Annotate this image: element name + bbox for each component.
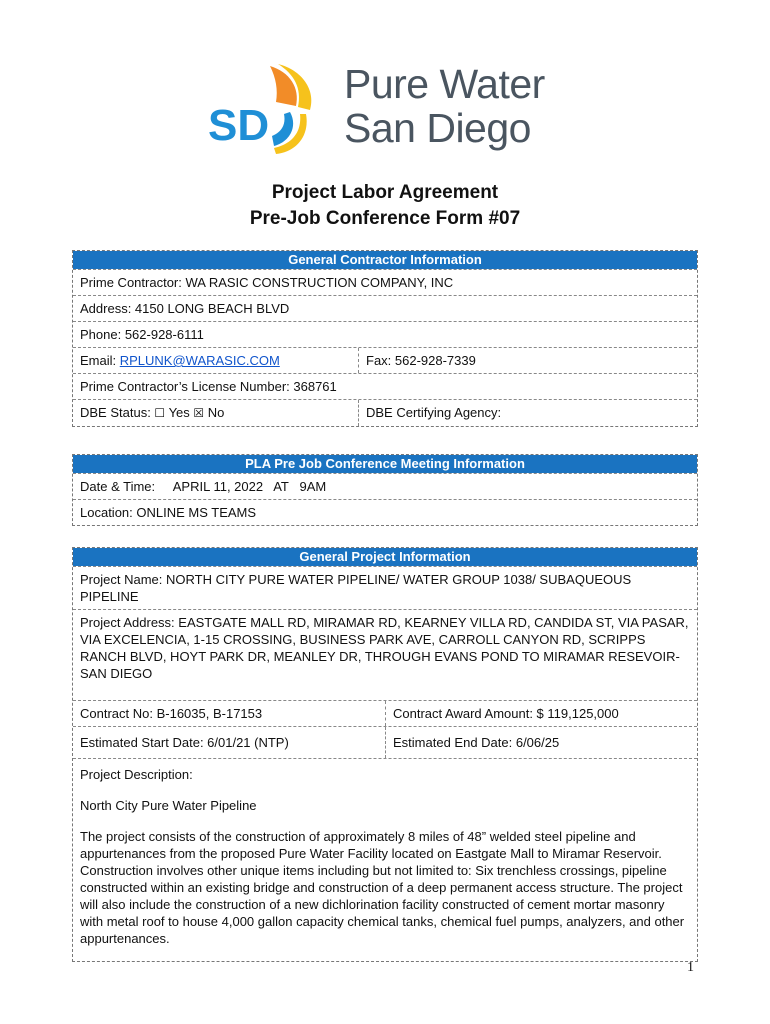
document-subtitle: Pre-Job Conference Form #07 xyxy=(249,208,521,229)
document-title: Project Labor Agreement xyxy=(271,182,499,203)
dbe-status xyxy=(73,400,358,426)
email-link[interactable]: RPLUNK@WARASIC.COM xyxy=(119,353,280,368)
general-contractor-section xyxy=(72,250,698,427)
phone-row xyxy=(73,321,697,347)
contract-award-amount: Contract Award Amount: $ 119,125,000 xyxy=(385,701,697,726)
email-fax-row xyxy=(73,347,697,373)
project-name: Project Name: NORTH CITY PURE WATER PIPELINE/ WATER GROUP 1038/ SUBAQUEOUS PIPELINE xyxy=(80,572,632,604)
dbe-yes-label: Yes xyxy=(165,405,194,420)
project-address: Project Address: EASTGATE MALL RD, MIRAMAR RD, KEARNEY VILLA RD, CANDIDA ST, VIA PASAR, VIA EXCELENCIA, 1-15 CROSSING, BUSINESS PARK AVE, CARROLL CANYON RD, SCRIPPS RANCH BLVD, HOYT PARK DR, MEANLEY DR, THROUGH EVANS POND TO MIRAMAR RESEVOIR- SAN DIEGO xyxy=(80,615,689,681)
estimated-end-date: Estimated End Date: 6/06/25 xyxy=(385,727,697,758)
project-info-section xyxy=(72,547,698,962)
logo-mark-text: SD xyxy=(208,101,270,150)
dbe-status-label: DBE Status: xyxy=(80,405,155,420)
location-row xyxy=(73,499,697,525)
project-description xyxy=(73,759,697,961)
logo-line-2: San Diego xyxy=(344,105,531,151)
section-heading: PLA Pre Job Conference Meeting Information xyxy=(73,455,697,473)
logo-wordmark xyxy=(344,62,545,150)
prime-contractor: Prime Contractor: WA RASIC CONSTRUCTION COMPANY, INC xyxy=(80,275,454,290)
prime-contractor-row xyxy=(73,269,697,295)
section-heading: General Contractor Information xyxy=(73,251,697,269)
license-number: Prime Contractor’s License Number: 368761 xyxy=(80,379,337,394)
section-heading: General Project Information xyxy=(73,548,697,566)
contract-number: Contract No: B-16035, B-17153 xyxy=(80,706,263,721)
date-time xyxy=(73,474,697,499)
description-label: Project Description: xyxy=(80,767,193,782)
description-body: The project consists of the construction of approximately 8 miles of 48” welded steel pipeline and appurtenances from the proposed Pure Water Facility located on Eastgate Mall to Miramar Reservoir. Construction involves other unique items including but not limited to: Six trenchless crossings, pipeline constructed within an existing bridge and construction of a deep permanent access structure. The project will also include the construction of a new dichlorination facility constructed of cement mortar masonry with metal roof to house 4,000 gallon capacity chemical tanks, chemical fuel pumps, analyzers, and other appurtenances. xyxy=(80,829,685,946)
date-time-row xyxy=(73,473,697,499)
estimated-start-date: Estimated Start Date: 6/01/21 (NTP) xyxy=(80,735,289,750)
pure-water-san-diego-logo xyxy=(206,62,566,157)
dbe-no-checkbox[interactable]: ☒ xyxy=(193,406,205,420)
logo-line-1: Pure Water xyxy=(344,61,545,107)
dates-row xyxy=(73,726,697,758)
contract-row xyxy=(73,700,697,726)
project-name-row xyxy=(73,566,697,609)
project-address-row xyxy=(73,609,697,700)
sd-logo-mark-icon xyxy=(206,62,336,157)
description-row xyxy=(73,758,697,961)
email-label: Email: xyxy=(80,353,120,368)
date-time-value: APRIL 11, 2022 AT 9AM xyxy=(172,479,327,494)
contractor-address: Address: 4150 LONG BEACH BLVD xyxy=(80,301,290,316)
contractor-fax: Fax: 562-928-7339 xyxy=(358,348,697,373)
meeting-location: Location: ONLINE MS TEAMS xyxy=(80,505,257,520)
dbe-no-label: No xyxy=(204,405,225,420)
meeting-info-section xyxy=(72,454,698,526)
license-row xyxy=(73,373,697,399)
page-number: 1 xyxy=(687,960,694,975)
dbe-row xyxy=(73,399,697,426)
dbe-yes-checkbox[interactable]: ☐ xyxy=(154,406,166,420)
contractor-phone: Phone: 562-928-6111 xyxy=(80,327,204,342)
description-title: North City Pure Water Pipeline xyxy=(80,798,257,813)
dbe-certifying-agency: DBE Certifying Agency: xyxy=(358,400,697,426)
email-cell xyxy=(73,348,358,373)
date-time-label: Date & Time: xyxy=(80,479,156,494)
address-row xyxy=(73,295,697,321)
